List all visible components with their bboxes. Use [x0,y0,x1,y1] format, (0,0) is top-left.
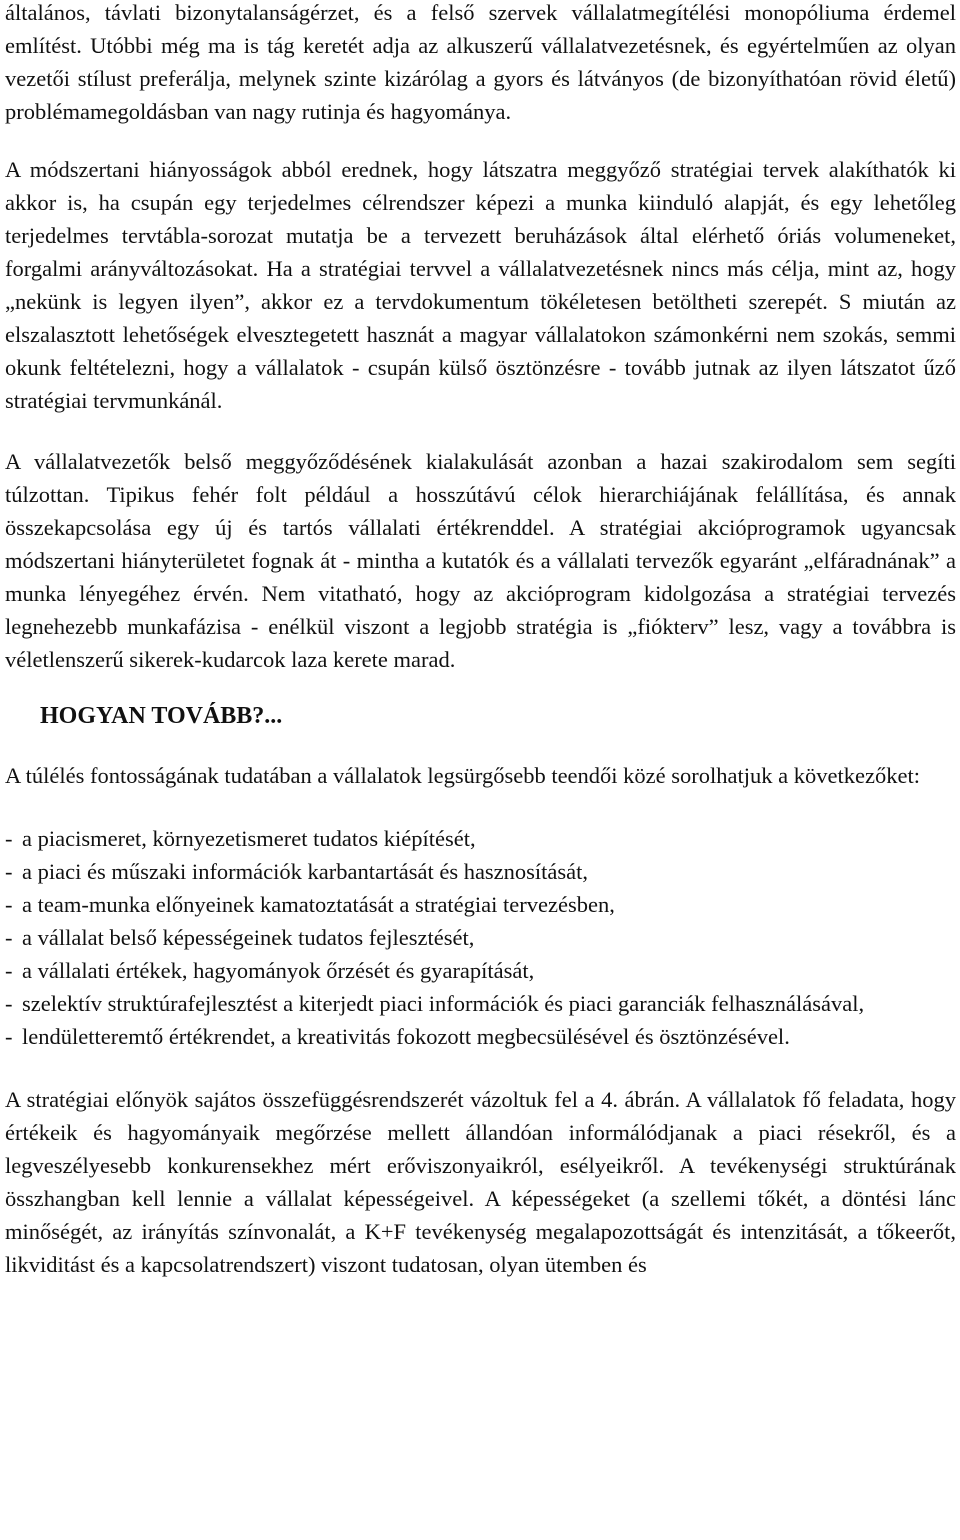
paragraph-methodological-shortcomings: A módszertani hiányosságok abból erednek, hogy látszatra meggyőző stratégiai tervek alakíthatók ki akkor is, ha csupán egy terjedelmes célrendszer képezi a munka kiinduló alapját, és egy lehetőleg terjedelmes tervtábla-sorozat mutatja be a tervezett beruházások által elérhető óriás volumeneket, forgalmi arányváltozásokat. Ha a stratégiai tervvel a vállalatvezetésnek nincs más célja, mint az, hogy „nekünk is legyen ilyen”, akkor ez a tervdokumentum tökéletesen betöltheti szerepét. S miután az elszalasztott lehetőségek elvesztegetett hasznát a magyar vállalatokon számonkérni nem szokás, semmi okunk feltételezni, hogy a vállalatok - csupán külső ösztönzésre - tovább jutnak az ilyen látszatot űző stratégiai tervmunkánál. [5,157,956,413]
list-item-text: lendületteremtő értékrendet, a kreativitás fokozott megbecsülésével és ösztönzésével. [22,1024,790,1049]
list-item [5,888,956,921]
list-dash: - [5,892,13,917]
list-item-text: a piaci és műszaki információk karbantartását és hasznosítását, [22,859,589,884]
list-item-text: szelektív struktúrafejlesztést a kiterjedt piaci információk és piaci garanciák felhasználásával, [22,991,865,1016]
list-dash: - [5,991,13,1016]
list-dash: - [5,1024,13,1049]
list-dash: - [5,925,13,950]
list-item [5,1020,956,1053]
paragraph-intro-continuation: általános, távlati bizonytalanságérzet, és a felső szervek vállalatmegítélési monopóliuma érdemel említést. Utóbbi még ma is tág keretét adja az alkuszerű vállalatvezetésnek, és egyértelműen az olyan vezetői stílust preferálja, melynek szinte kizárólag a gyors és látványos (de bizonyíthatóan rövid életű) problémamegoldásban van nagy rutinja és hagyománya. [5,0,956,124]
list-item-text: a vállalati értékek, hagyományok őrzését és gyarapítását, [22,958,535,983]
paragraph-strategic-advantages: A stratégiai előnyök sajátos összefüggésrendszerét vázoltuk fel a 4. ábrán. A vállalatok fő feladata, hogy értékeik és hagyományaik megőrzése mellett állandóan informálódjanak a piaci résekről, és a legveszélyesebb konkurensekhez mért erőviszonyaikról, esélyeikről. A tevékenységi struktúrának összhangban kell lennie a vállalat képességeivel. A képességeket (a szellemi tőkét, a döntési lánc minőségét, az irányítás színvonalát, a K+F tevékenység megalapozottságát és intenzitását, a tőkeerőt, likviditást és a kapcsolatrendszert) viszont tudatosan, olyan ütemben és [5,1087,956,1277]
list-item-text: a team-munka előnyeinek kamatoztatását a stratégiai tervezésben, [22,892,615,917]
list-dash: - [5,859,13,884]
list-item [5,822,956,855]
list-dash: - [5,826,13,851]
list-item [5,987,956,1020]
paragraph-survival-intro: A túlélés fontosságának tudatában a vállalatok legsürgősebb teendői közé sorolhatjuk a következőket: [5,763,920,788]
paragraph-management-conviction: A vállalatvezetők belső meggyőződésének kialakulását azonban a hazai szakirodalom sem segíti túlzottan. Tipikus fehér folt például a hosszútávú célok hierarchiájának felállítása, és annak összekapcsolása egy új és tartós vállalati értékrenddel. A stratégiai akcióprogramok ugyancsak módszertani hiányterületet fognak át - mintha a kutatók és a vállalati tervezők egyaránt „elfáradnának” a munka lényegéhez érvén. Nem vitatható, hogy az akcióprogram kidolgozása a stratégiai tervezés legnehezebb munkafázisa - enélkül viszont a legjobb stratégia is „fiókterv” lesz, vagy a továbbra is véletlenszerű sikerek-kudarcok laza kerete marad. [5,449,956,672]
list-item-text: a vállalat belső képességeinek tudatos fejlesztését, [22,925,475,950]
list-item [5,954,956,987]
list-dash: - [5,958,13,983]
tasks-list [5,822,956,1053]
section-heading: HOGYAN TOVÁBB?... [40,703,283,729]
list-item [5,921,956,954]
list-item-text: a piacismeret, környezetismeret tudatos kiépítését, [22,826,476,851]
list-item [5,855,956,888]
